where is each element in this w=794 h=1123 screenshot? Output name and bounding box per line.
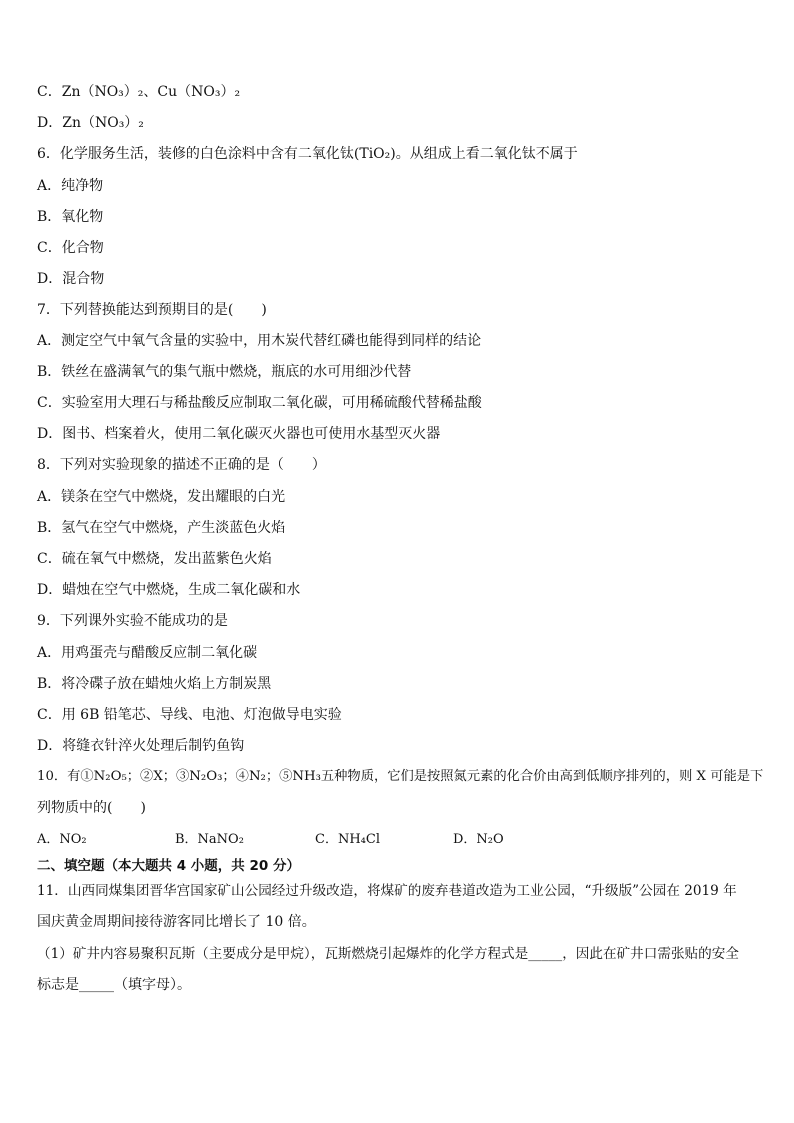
option-line: D．蜡烛在空气中燃烧，生成二氧化碳和水 (37, 582, 301, 598)
question-6: 6．化学服务生活，装修的白色涂料中含有二氧化钛(TiO₂)。从组成上看二氧化钛不属于 (37, 146, 578, 162)
question-9: 9．下列课外实验不能成功的是 (37, 613, 228, 629)
option-line: B．氢气在空气中燃烧，产生淡蓝色火焰 (37, 520, 286, 536)
option-d: D．N₂O (453, 832, 504, 847)
question-7: 7．下列替换能达到预期目的是( ) (37, 302, 267, 318)
question-11: 11．山西同煤集团晋华宫国家矿山公园经过升级改造，将煤矿的废弃巷道改造为工业公园，“升级版”公园在 2019 年 (37, 883, 737, 899)
option-line: C．Zn（NO₃）₂、Cu（NO₃）₂ (37, 84, 241, 100)
option-line: A．用鸡蛋壳与醋酸反应制二氧化碳 (37, 645, 258, 661)
option-line: C．硫在氧气中燃烧，发出蓝紫色火焰 (37, 551, 272, 567)
option-b: B．NaNO₂ (175, 832, 244, 847)
option-line: C．实验室用大理石与稀盐酸反应制取二氧化碳，可用稀硫酸代替稀盐酸 (37, 395, 482, 411)
option-a: A．NO₂ (37, 832, 87, 847)
option-line: D．图书、档案着火，使用二氧化碳灭火器也可使用水基型灭火器 (37, 426, 441, 442)
option-c: C．NH₄Cl (315, 832, 380, 847)
option-line: D．将缝衣针淬火处理后制钓鱼钩 (37, 738, 245, 754)
option-line: A．测定空气中氧气含量的实验中，用木炭代替红磷也能得到同样的结论 (37, 333, 482, 349)
question-11-part-1: （1）矿井内容易聚积瓦斯（主要成分是甲烷），瓦斯燃烧引起爆炸的化学方程式是_____，因此在矿井口需张贴的安全 (37, 946, 739, 962)
option-line: B．铁丝在盛满氧气的集气瓶中燃烧，瓶底的水可用细沙代替 (37, 364, 412, 380)
option-line: A．纯净物 (37, 178, 104, 194)
question-10: 10．有①N₂O₅；②X；③N₂O₃；④N₂；⑤NH₃五种物质，它们是按照氮元素的化合价由高到低顺序排列的，则 X 可能是下 (37, 769, 764, 784)
option-line: A．镁条在空气中燃烧，发出耀眼的白光 (37, 489, 286, 505)
option-line: D．Zn（NO₃）₂ (37, 115, 144, 131)
section-heading: 二、填空题（本大题共 4 小题，共 20 分） (37, 858, 300, 874)
question-8: 8．下列对实验现象的描述不正确的是（ ） (37, 457, 326, 473)
option-line: C．用 6B 铅笔芯、导线、电池、灯泡做导电实验 (37, 707, 342, 723)
question-10-continued: 列物质中的( ) (37, 800, 146, 816)
question-11-continued: 国庆黄金周期间接待游客同比增长了 10 倍。 (37, 914, 316, 930)
option-line: B．氧化物 (37, 209, 104, 225)
option-line: B．将冷碟子放在蜡烛火焰上方制炭黑 (37, 676, 272, 692)
question-10-options (37, 830, 504, 850)
option-line: D．混合物 (37, 271, 105, 287)
question-11-part-1-continued: 标志是_____（填字母）。 (37, 977, 191, 993)
option-line: C．化合物 (37, 240, 104, 256)
